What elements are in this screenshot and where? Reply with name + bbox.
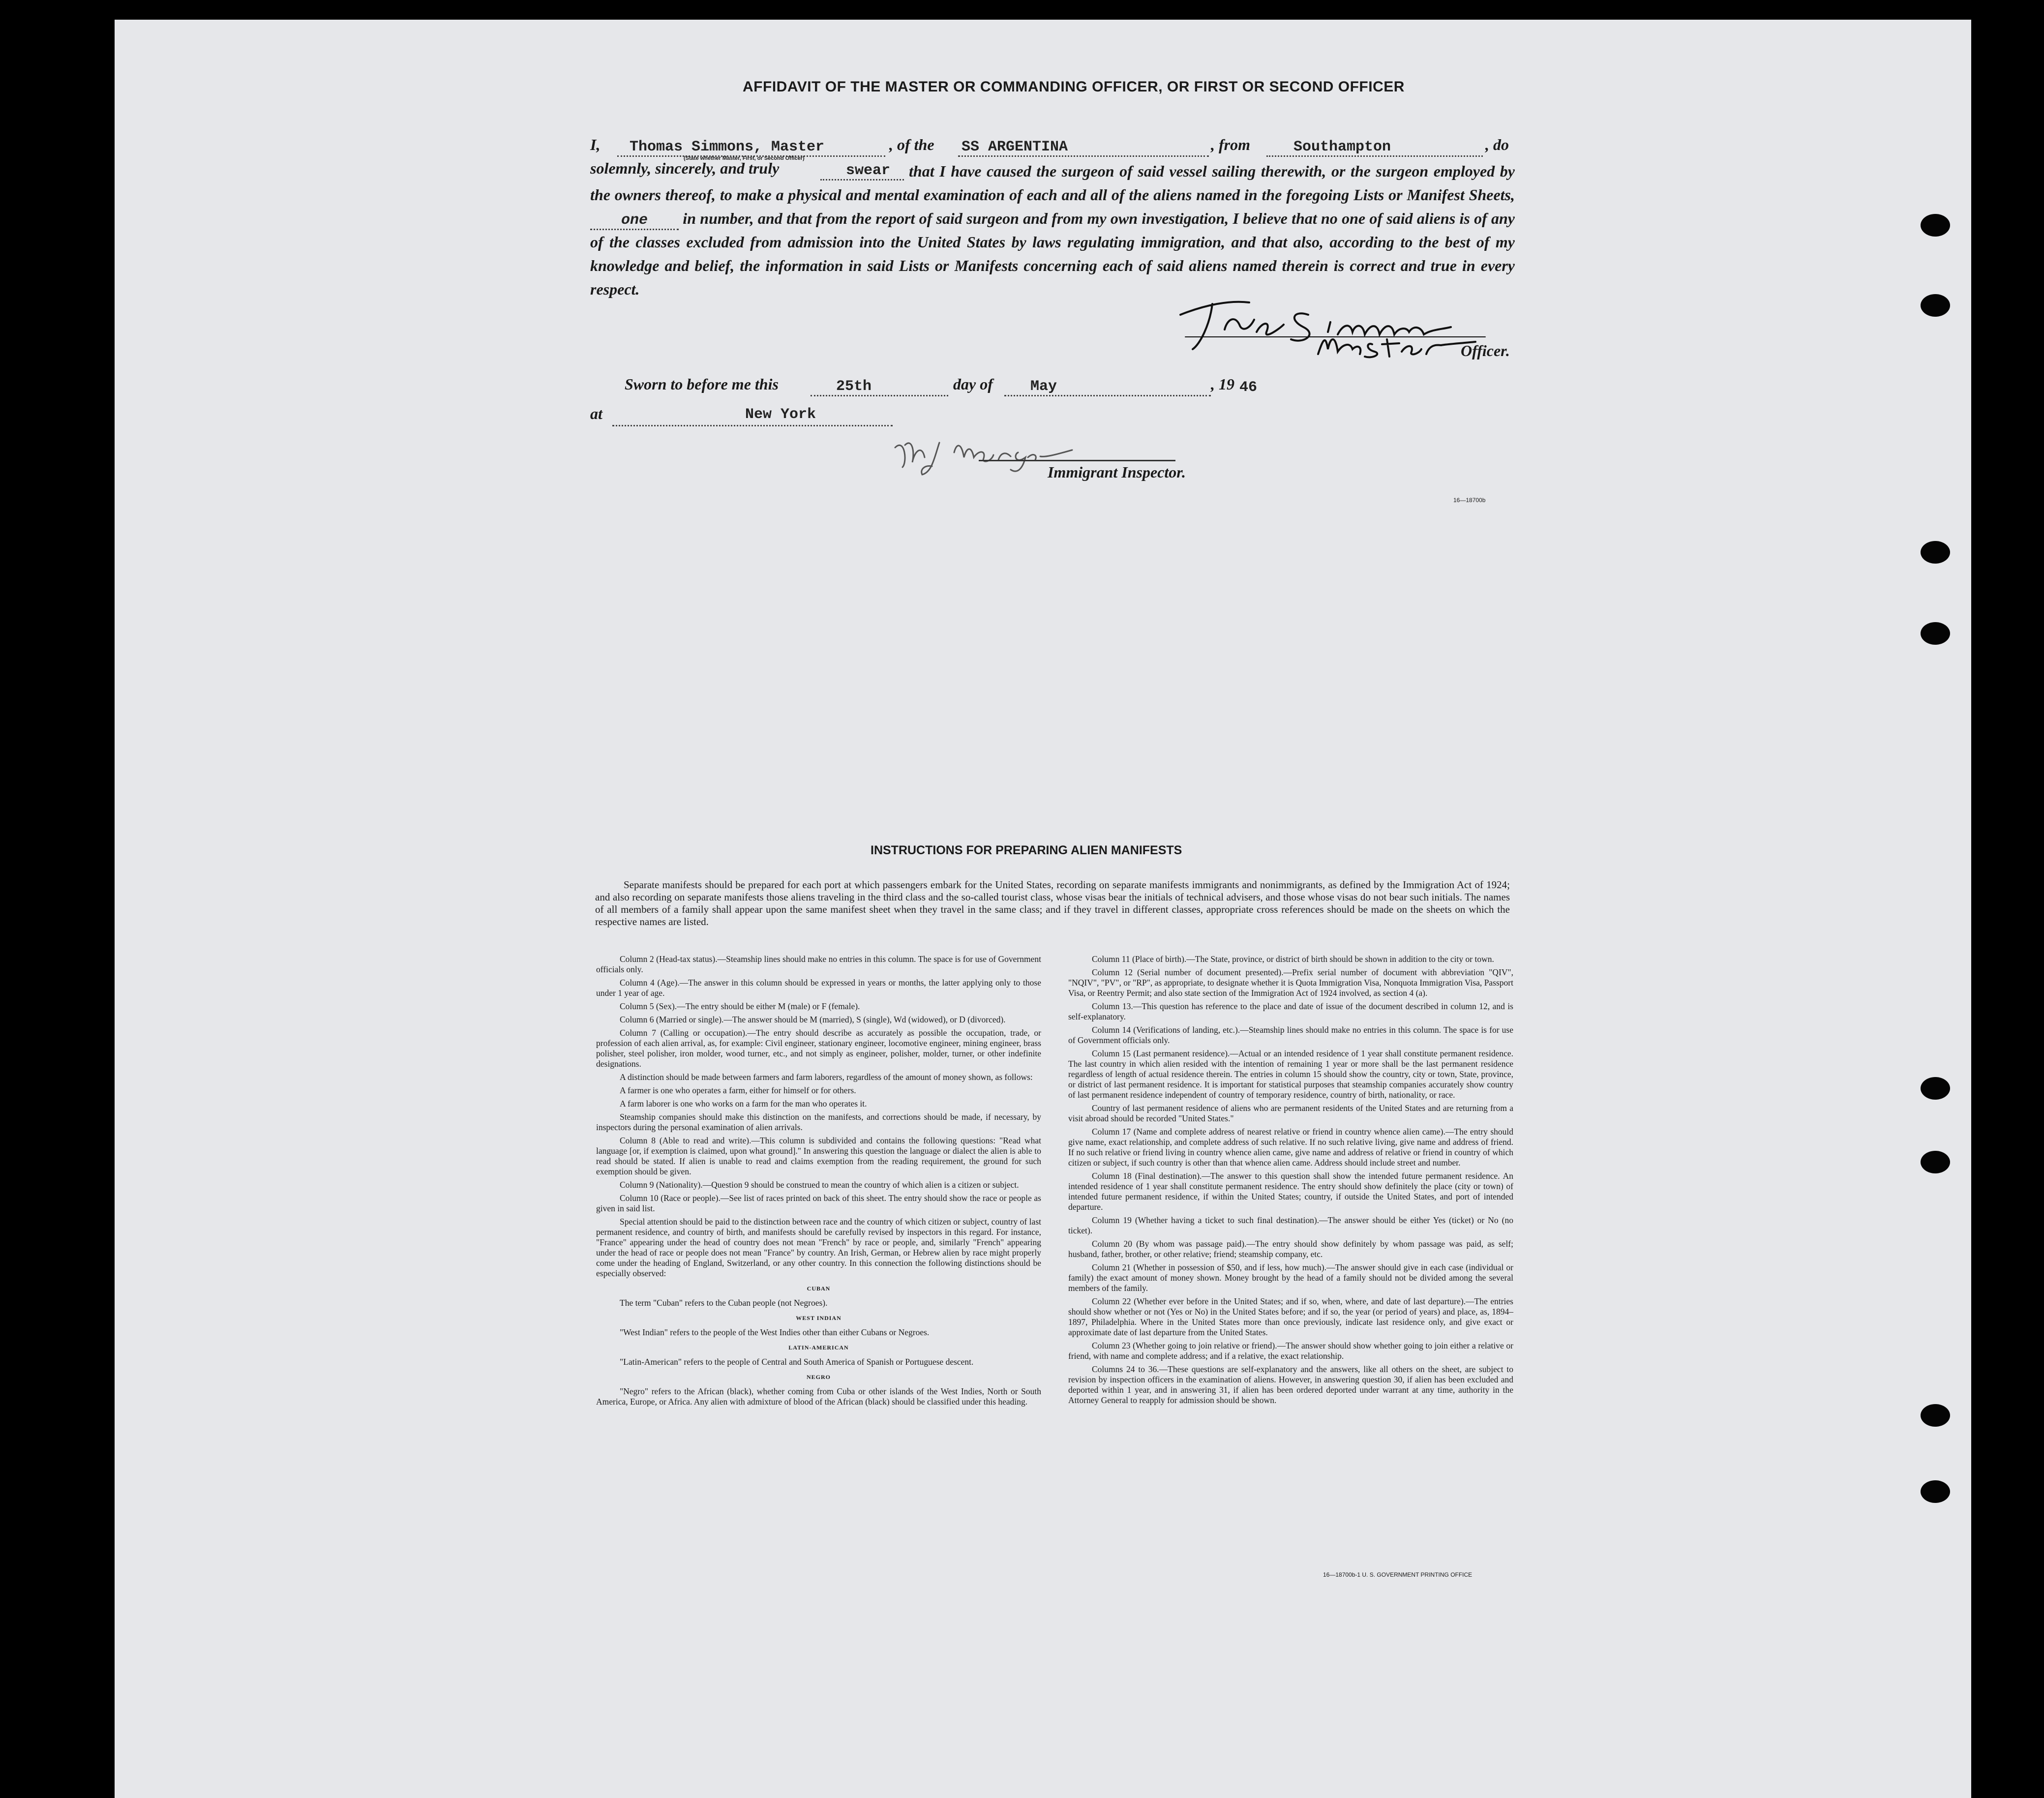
do-label: , do xyxy=(1485,136,1509,153)
instructions-intro xyxy=(595,879,1510,928)
instructions-title: INSTRUCTIONS FOR PREPARING ALIEN MANIFESTS xyxy=(871,843,1182,857)
inspector-signature-line xyxy=(979,460,1175,461)
latin-american-heading: LATIN-AMERICAN xyxy=(788,1344,849,1351)
right-paragraph: Column 23 (Whether going to join relative or friend).—The answer should show whether going to join either a relative or friend, with name and complete address; and if a relative, the exact relationship. xyxy=(1068,1341,1513,1361)
oath-word: swear xyxy=(846,162,891,179)
right-paragraph: Column 18 (Final destination).—The answer to this question shall show the intended future permanent residence. An intended residence of 1 year shall constitute permanent residence. The entry should show definitely the place (city or town) of intended future permanent residence, if within the United States; country, if outside the United States, and port of intended departure. xyxy=(1068,1171,1513,1212)
master-name: Thomas Simmons, Master xyxy=(630,139,825,155)
left-paragraph: Column 2 (Head-tax status).—Steamship lines should make no entries in this column. The space is for use of Government officials only. xyxy=(596,954,1041,974)
footer-code: 16—18700b-1 U. S. GOVERNMENT PRINTING OFFICE xyxy=(1323,1571,1473,1578)
vessel-name: SS ARGENTINA xyxy=(962,139,1068,155)
left-paragraph: Column 4 (Age).—The answer in this column should be expressed in years or months, the latter applying only to those under 1 year of age. xyxy=(596,978,1041,998)
right-paragraph: Columns 24 to 36.—These questions are self-explanatory and the answers, like all others on the sheet, are subject to revision by inspection officers in the examination of aliens. However, in answering question 30, if alien has been excluded and deported within 1 year, and in answering 31, if alien has been ordered deported under warrant at any time, authority in the Attorney General to reapply for admission should be shown. xyxy=(1068,1364,1513,1405)
cuban-text: The term "Cuban" refers to the Cuban people (not Negroes). xyxy=(620,1298,828,1308)
departure-port: Southampton xyxy=(1293,139,1391,155)
right-paragraph: Column 20 (By whom was passage paid).—The entry should show definitely by whom passage was paid, as self; husband, father, brother, or other relative; friend; steamship company, etc. xyxy=(1068,1239,1513,1259)
binder-hole xyxy=(1921,1077,1950,1100)
right-paragraph: Column 12 (Serial number of document presented).—Prefix serial number of document with abbreviation "QIV", "NQIV", "PV", or "RP", as appropriate, to designate whether it is Quota Immigration Visa, Nonquota Immigration Visa, Passport Visa, or Reentry Permit; and also state section of the Immigration Act of 1924 involved, as section 4 (a). xyxy=(1068,967,1513,998)
sworn-year: 46 xyxy=(1239,379,1258,396)
binder-hole xyxy=(1921,1404,1950,1427)
affidavit-text-2: in number, and that from the report of said surgeon and from my own investigation, I believe that no one of said aliens is of any of the classes excluded from admission into the United States by laws regulating immigration, and that also, according to the best of my knowledge and belief, the information in said Lists or Manifests concerning each of said aliens named therein is correct and true in every respect. xyxy=(590,210,1515,298)
right-paragraph: Column 22 (Whether ever before in the United States; and if so, when, where, and date of last departure).—The entries should show whether or not (Yes or No) in the United States before; and if so, the year (or period of years) and place, as, 1894–1897, Philadelphia. Where in the United States more than once previously, indicate last residence only, and give exact or approximate date of last departure from the United States. xyxy=(1068,1296,1513,1337)
form-code: 16—18700b xyxy=(1453,497,1486,504)
sworn-place: New York xyxy=(745,406,816,423)
right-paragraph: Column 15 (Last permanent residence).—Actual or an intended residence of 1 year shall constitute permanent residence. The last country in which alien resided with the intention of remaining 1 year or more shall be the last permanent residence regardless of length of actual residence therein. The entries in column 15 should show the country, city or town, State, province, or district of last permanent residence. It is important for statistical purposes that steamship companies accurately show country of last permanent residence independent of country of temporary residence, country of birth, nationality, or race. xyxy=(1068,1049,1513,1100)
affidavit-title: AFFIDAVIT OF THE MASTER OR COMMANDING OFFICER, OR FIRST OR SECOND OFFICER xyxy=(743,79,1405,95)
latin-american-text: "Latin-American" refers to the people of Central and South America of Spanish or Portuguese descent. xyxy=(620,1357,974,1367)
left-column xyxy=(596,954,1041,1410)
left-paragraph: Column 10 (Race or people).—See list of races printed on back of this sheet. The entry should show the race or people as given in said list. xyxy=(596,1193,1041,1213)
right-paragraph: Column 11 (Place of birth).—The State, province, or district of birth should be shown in addition to the city or town. xyxy=(1092,954,1494,964)
right-paragraph: Column 21 (Whether in possession of $50, and if less, how much).—The answer should give in each case (individual or family) the exact amount of money shown. Money brought by the head of a family should not be divided among the several members of the family. xyxy=(1068,1262,1513,1293)
sheet-count: one xyxy=(590,212,679,230)
left-paragraph: Column 7 (Calling or occupation).—The entry should describe as accurately as possible the occupation, trade, or profession of each alien arrival, as, for example: Civil engineer, stationary engineer, locomotive engineer, mining engineer, brass polisher, steel polisher, iron molder, wood turner, etc., and not simply as engineer, polisher, molder, turner, or other indefinite designations. xyxy=(596,1028,1041,1069)
affidavit-body-1 xyxy=(590,159,1515,301)
right-paragraph: Column 13.—This question has reference to the place and date of issue of the document described in column 12, and is self-explanatory. xyxy=(1068,1001,1513,1021)
left-paragraph: Column 5 (Sex).—The entry should be either M (male) or F (female). xyxy=(620,1001,860,1011)
sworn-label: Sworn to before me this xyxy=(625,375,779,393)
officer-label: Officer. xyxy=(1461,342,1510,360)
binder-hole xyxy=(1921,1151,1950,1173)
binder-hole xyxy=(1921,541,1950,564)
master-signature xyxy=(1166,285,1500,369)
binder-hole xyxy=(1921,622,1950,645)
right-paragraph: Column 14 (Verifications of landing, etc.).—Steamship lines should make no entries in this column. The space is for use of Government officials only. xyxy=(1068,1025,1513,1045)
left-paragraph: Column 9 (Nationality).—Question 9 should be construed to mean the country of which alien is a citizen or subject. xyxy=(620,1180,1019,1190)
day-field-line xyxy=(811,377,948,396)
year-prefix: , 19 xyxy=(1211,375,1234,393)
from-label: , from xyxy=(1211,136,1250,153)
cuban-heading: CUBAN xyxy=(807,1285,831,1292)
sworn-day: 25th xyxy=(836,378,872,395)
binder-hole xyxy=(1921,214,1950,237)
at-label: at xyxy=(590,405,602,422)
name-note: (State whether Master, First, or Second Officer) xyxy=(684,155,805,161)
left-paragraph: A farm laborer is one who works on a farm for the man who operates it. xyxy=(620,1099,867,1109)
negro-heading: NEGRO xyxy=(806,1374,831,1380)
left-paragraph: Steamship companies should make this distinction on the manifests, and corrections should be made, if necessary, by inspectors during the personal examination of alien arrivals. xyxy=(596,1112,1041,1132)
right-paragraph: Column 17 (Name and complete address of nearest relative or friend in country whence alien came).—The entry should give name, exact relationship, and complete address of such relative. If no such relative living, give name and address of friend. If no such relative or friend living in country whence alien came, give name and address of relative or friend in country of which citizen or subject, if such country is other than that whence alien came. Address should include street and number. xyxy=(1068,1127,1513,1168)
sworn-month: May xyxy=(1030,378,1057,395)
west-indian-heading: WEST INDIAN xyxy=(796,1315,842,1321)
day-of-label: day of xyxy=(953,375,993,393)
left-paragraph: Special attention should be paid to the distinction between race and the country of which citizen or subject, country of last permanent residence, and country of birth, and manifests should be carefully revised by inspectors in this regard. For instance, "France" appearing under the head of country does not mean "French" by race or people, and, similarly "French" appearing under the head of race or people does not mean "France" by country. An Irish, German, or Hebrew alien by race might properly come under the heading of England, Switzerland, or any other country. In this connection the following distinctions should be especially observed: xyxy=(596,1217,1041,1278)
left-paragraph: A distinction should be made between farmers and farm laborers, regardless of the amount of money shown, as follows: xyxy=(620,1072,1033,1082)
binder-hole xyxy=(1921,1480,1950,1503)
right-column xyxy=(1068,954,1513,1408)
inspector-label: Immigrant Inspector. xyxy=(1048,463,1186,481)
intro-paragraph: Separate manifests should be prepared for each port at which passengers embark for the United States, recording on separate manifests immigrants and nonimmigrants, as defined by the Immigration Act of 1924; and also recording on separate manifests those aliens traveling in the third class and the so-called tourist class, whose visas bear the initials of technical advisers, and those whose visas do not bear such initials. The names of all members of a family shall appear upon the same manifest sheet when they travel in the same class; and if they travel in different classes, appropriate cross references should be made on the sheets on which the respective names are listed. xyxy=(595,879,1510,928)
left-paragraph: Column 8 (Able to read and write).—This column is subdivided and contains the following questions: "Read what language [or, if exemption is claimed, upon what ground]." In answering this question the language or dialect the alien is able to read should be stated. If alien is unable to read and claims exemption from the reading requirement, the ground for such exemption should be given. xyxy=(596,1136,1041,1176)
binder-hole xyxy=(1921,294,1950,317)
left-paragraph: A farmer is one who operates a farm, either for himself or for others. xyxy=(620,1085,856,1095)
of-the-label: , of the xyxy=(889,136,934,153)
west-indian-text: "West Indian" refers to the people of the West Indies other than either Cubans or Negroes. xyxy=(620,1327,930,1337)
right-paragraph: Column 19 (Whether having a ticket to such final destination).—The answer should be either Yes (ticket) or No (no ticket). xyxy=(1068,1215,1513,1235)
i-prefix: I, xyxy=(590,136,601,153)
right-paragraph: Country of last permanent residence of aliens who are permanent residents of the United States and are returning from a visit abroad should be recorded "United States." xyxy=(1068,1103,1513,1123)
affidavit-text-1: that I have caused the surgeon of said vessel sailing therewith, or the surgeon employed by the owners thereof, to make a physical and mental examination of each and all of the aliens named in the foregoing Lists or Manifest Sheets, xyxy=(590,162,1515,204)
negro-text: "Negro" refers to the African (black), whether coming from Cuba or other islands of the West Indies, North or South America, Europe, or Africa. Any alien with admixture of blood of the African (black) should be classified under this heading. xyxy=(596,1386,1041,1407)
solemnly-label: solemnly, sincerely, and truly xyxy=(590,159,780,177)
left-paragraph: Column 6 (Married or single).—The answer should be M (married), S (single), Wd (widowed), or D (divorced). xyxy=(620,1015,1006,1024)
